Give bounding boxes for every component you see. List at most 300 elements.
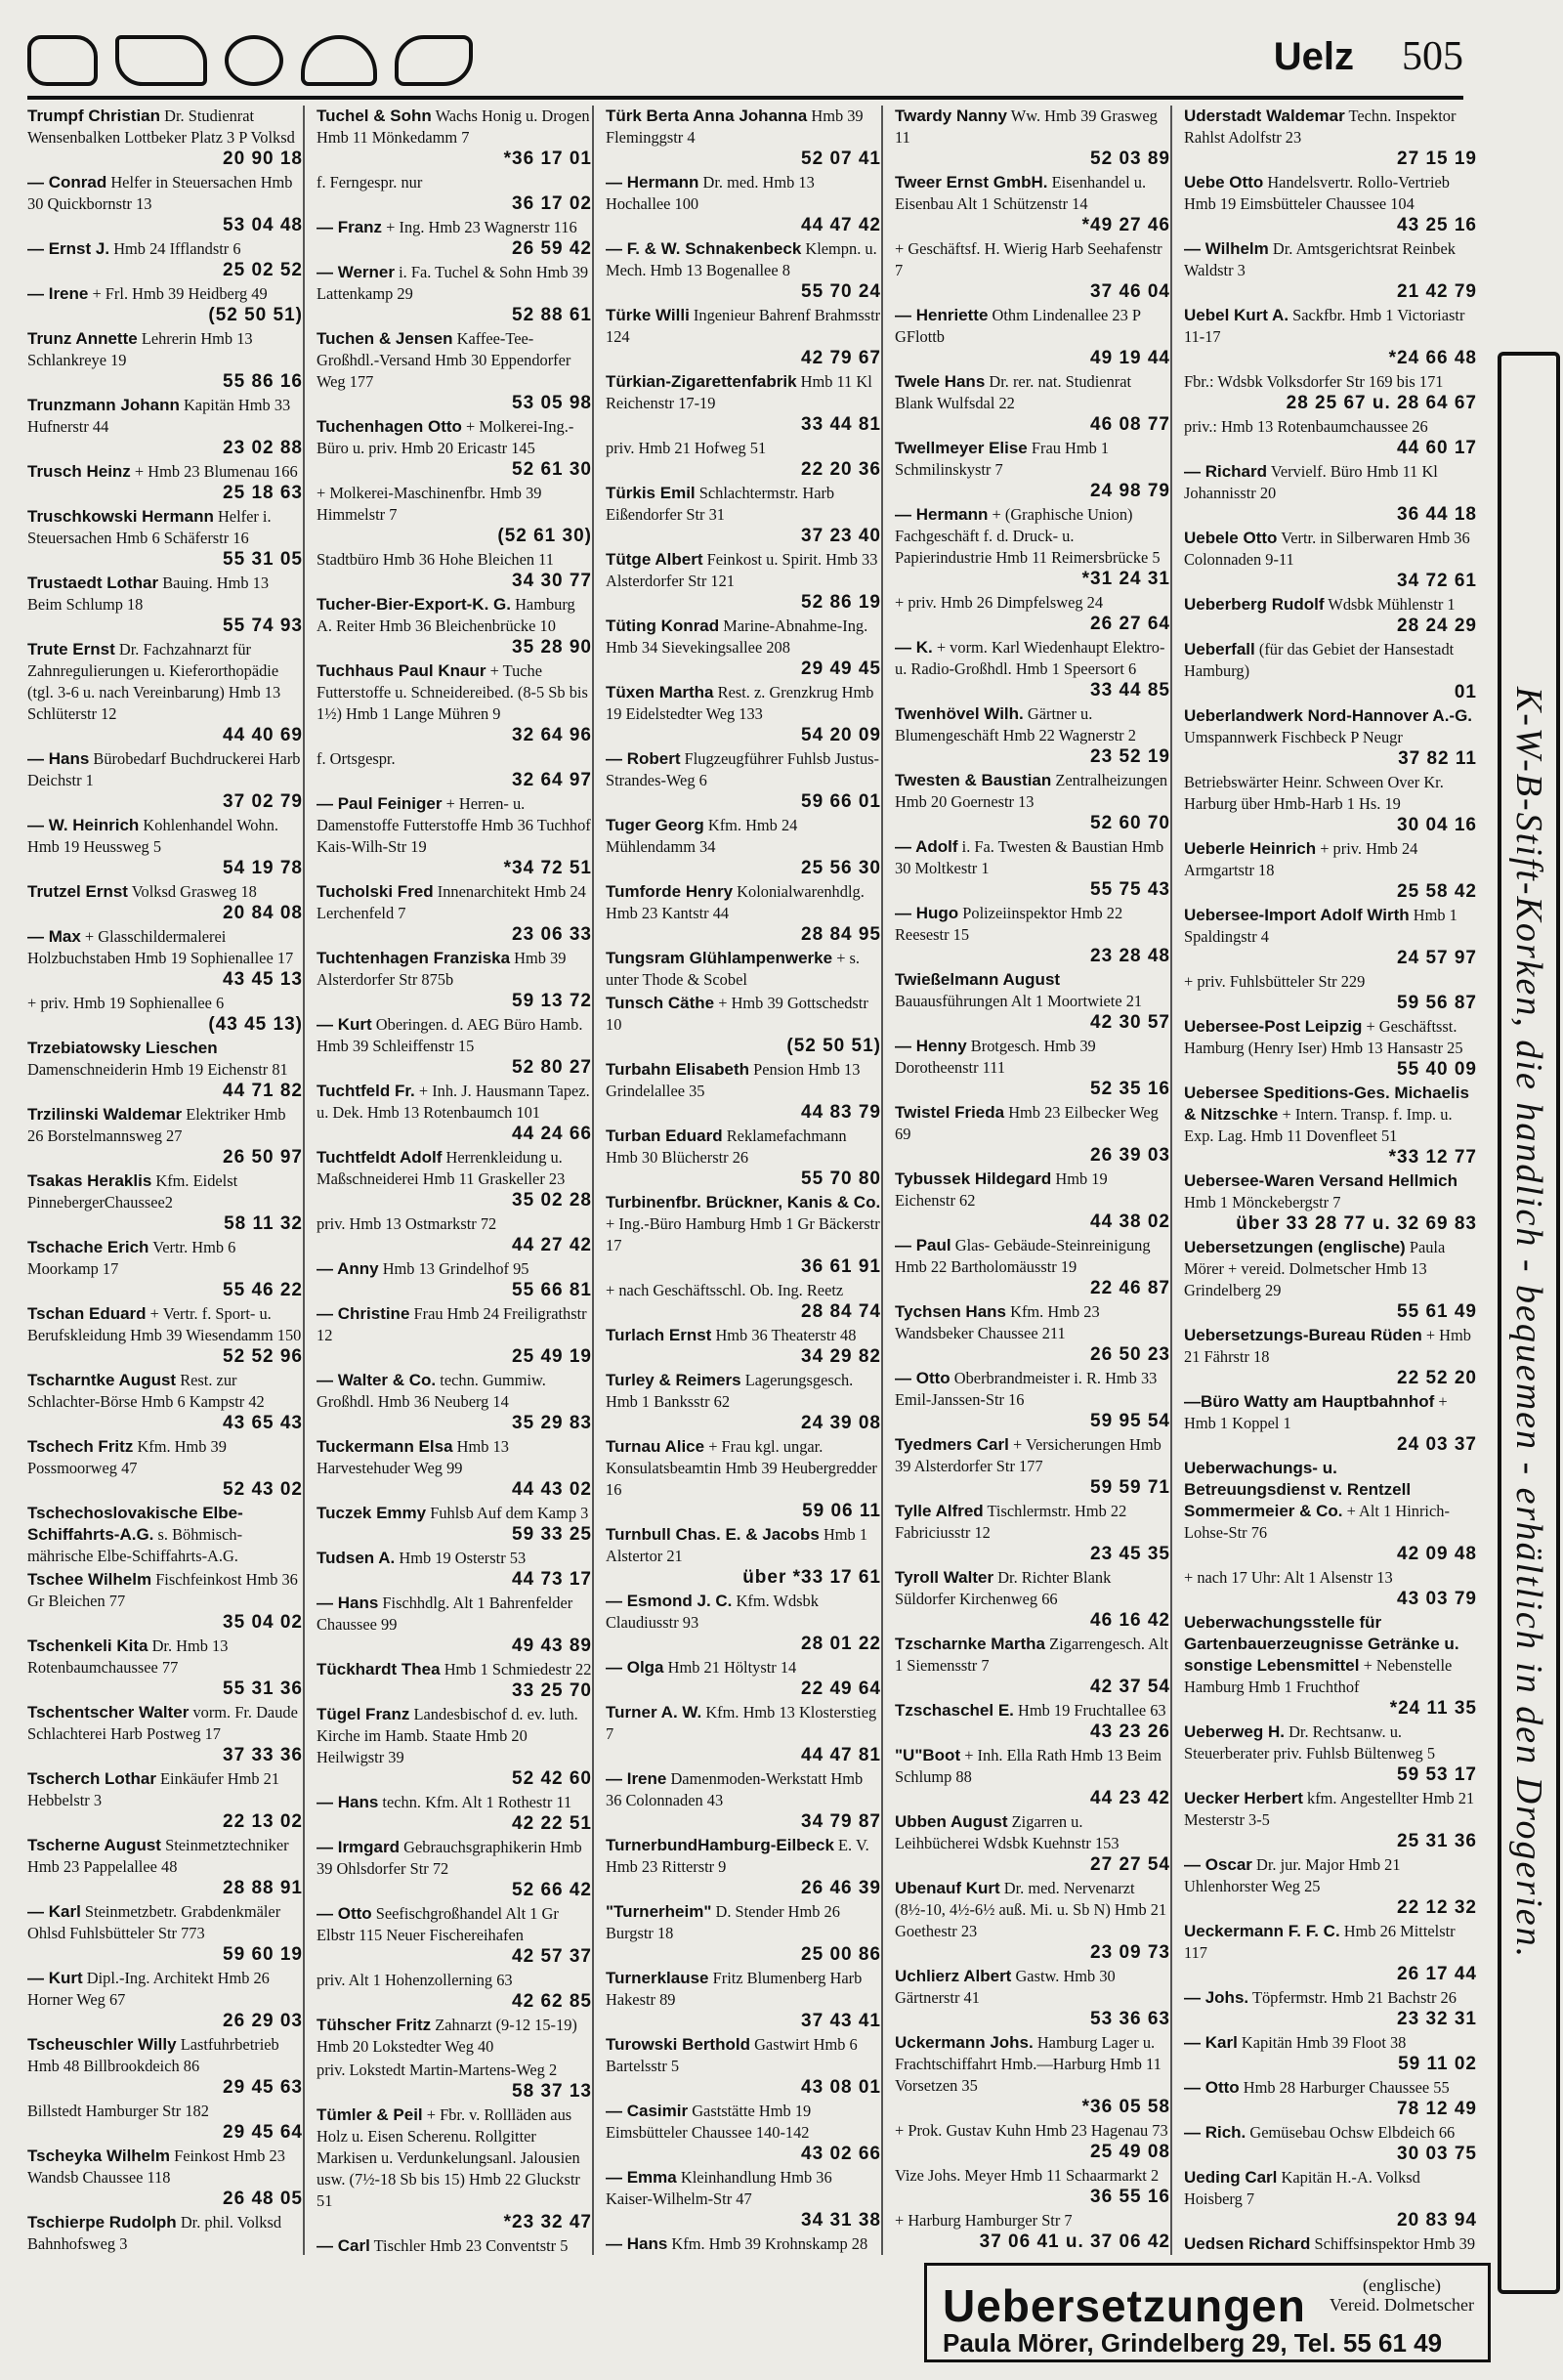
- directory-entry: [895, 1745, 1170, 1809]
- directory-entry: [317, 1970, 592, 2013]
- entry-phone: 36 55 16: [1090, 2187, 1170, 2207]
- entry-name: — Hans: [317, 1793, 379, 1811]
- entry-name: —Büro Watty am Hauptbahnhof: [1184, 1392, 1435, 1411]
- entry-details: + Hmb 1 Koppel 1: [1184, 1392, 1448, 1432]
- entry-phone: 55 70 24: [801, 281, 881, 302]
- running-head: Uelz: [1273, 35, 1354, 78]
- entry-phone: 44 24 66: [512, 1124, 592, 1144]
- entry-phone: 42 22 51: [512, 1813, 592, 1834]
- entry-details: Kfm. Eidelst PinnebergerChaussee2: [27, 1171, 238, 1211]
- directory-entry: [1184, 905, 1477, 969]
- entry-details: Kfm. Hmb 13 Klosterstieg 7: [606, 1703, 877, 1743]
- entry-details: Frau Hmb 1 Schmilinskystr 7: [895, 439, 1110, 479]
- entry-phone: 01: [1454, 682, 1477, 702]
- entry-phone: 36 17 02: [512, 193, 592, 214]
- entry-phone: 30 04 16: [1397, 815, 1477, 835]
- entry-phone: 43 25 16: [1397, 215, 1477, 235]
- entry-name: — Henriette: [895, 306, 989, 324]
- entry-details: + Inh. Ella Rath Hmb 13 Beim Schlump 88: [895, 1746, 1162, 1786]
- directory-entry: [317, 1593, 592, 1657]
- entry-details: i. Fa. Twesten & Baustian Hmb 30 Moltkestr 1: [895, 837, 1164, 877]
- directory-entry: [317, 1792, 592, 1835]
- directory-entry: [895, 1501, 1170, 1565]
- entry-details: priv. Alt 1 Hohenzollerning 63: [317, 1971, 513, 1989]
- directory-entry: [606, 1768, 881, 1833]
- entry-name: Trustaedt Lothar: [27, 574, 159, 592]
- entry-phone: 32 64 96: [512, 725, 592, 745]
- directory-entry: [27, 1968, 303, 2032]
- entry-details: Paula Mörer + vereid. Dolmetscher Hmb 13 Grindelberg 29: [1184, 1238, 1446, 1299]
- directory-entry: [1184, 1170, 1477, 1235]
- directory-entry: [895, 106, 1170, 170]
- entry-name: Tschech Fritz: [27, 1437, 134, 1456]
- entry-name: Twenhövel Wilh.: [895, 704, 1024, 723]
- entry-phone: 23 52 19: [1090, 746, 1170, 767]
- entry-name: Turley & Reimers: [606, 1371, 741, 1389]
- entry-phone: 52 03 89: [1090, 149, 1170, 169]
- column-3: [606, 106, 883, 2255]
- entry-name: Tüxen Martha: [606, 683, 714, 701]
- entry-phone: 52 07 41: [801, 149, 881, 169]
- entry-phone: 44 43 02: [512, 1479, 592, 1500]
- entry-name: Tühscher Fritz: [317, 2016, 432, 2034]
- entry-details: Feinkost Hmb 23 Wandsb Chaussee 118: [27, 2146, 285, 2187]
- logo-2-icon: [115, 35, 207, 86]
- entry-name: Turner A. W.: [606, 1703, 702, 1721]
- sidebar-advert: [1498, 352, 1560, 2294]
- entry-phone: 37 33 36: [223, 1745, 303, 1765]
- entry-phone: *36 17 01: [503, 149, 592, 169]
- entry-phone: 44 23 42: [1090, 1788, 1170, 1808]
- entry-details: + Vertr. f. Sport- u. Berufskleidung Hmb 39 Wiesendamm 150: [27, 1304, 302, 1344]
- entry-details: Vertr. Hmb 6 Moorkamp 17: [27, 1238, 236, 1278]
- entry-name: — Adolf: [895, 837, 958, 856]
- entry-phone: 59 95 54: [1090, 1411, 1170, 1431]
- column-4: [895, 106, 1172, 2255]
- directory-entry: [317, 172, 592, 215]
- entry-name: Uecker Herbert: [1184, 1789, 1303, 1807]
- entry-details: Hmb 1 Alstertor 21: [606, 1525, 868, 1565]
- directory-entry: [317, 2235, 592, 2255]
- entry-name: Tuczek Emmy: [317, 1504, 427, 1522]
- entry-phone: 26 29 03: [223, 2011, 303, 2031]
- logo-5-icon: [395, 35, 473, 86]
- entry-details: + priv. Hmb 26 Dimpfelsweg 24: [895, 593, 1104, 612]
- entry-phone: 37 43 41: [801, 2011, 881, 2031]
- entry-name: Ubben August: [895, 1812, 1008, 1831]
- entry-details: techn. Gummiw. Großhdl. Hmb 36 Neuberg 14: [317, 1371, 546, 1411]
- listing-columns: [27, 106, 1493, 2255]
- entry-phone: 29 49 45: [801, 659, 881, 679]
- column-5: [1184, 106, 1477, 2255]
- entry-name: Tweer Ernst GmbH.: [895, 173, 1048, 191]
- entry-phone: 78 12 49: [1397, 2099, 1477, 2119]
- directory-entry: [27, 881, 303, 924]
- entry-phone: *36 05 58: [1081, 2097, 1170, 2117]
- entry-name: Trutzel Ernst: [27, 882, 128, 901]
- entry-details: Tischler Hmb 23 Conventstr 5: [373, 2236, 569, 2255]
- entry-details: Kolonialwarenhdlg. Hmb 23 Kantstr 44: [606, 882, 865, 922]
- directory-entry: [317, 217, 592, 260]
- entry-details: + nach Geschäftsschl. Ob. Ing. Reetz: [606, 1281, 844, 1299]
- directory-entry: [27, 1370, 303, 1434]
- entry-details: Kaffee-Tee-Großhdl.-Versand Hmb 30 Eppendorfer Weg 177: [317, 329, 571, 391]
- entry-phone: (43 45 13): [208, 1014, 303, 1035]
- entry-name: Trunzmann Johann: [27, 396, 180, 414]
- entry-phone: 22 20 36: [801, 459, 881, 480]
- entry-phone: 25 31 36: [1397, 1831, 1477, 1851]
- entry-details: Dr. Hmb 13 Rotenbaumchaussee 77: [27, 1636, 229, 1677]
- directory-entry: [27, 639, 303, 746]
- entry-details: Frau Hmb 24 Freiligrathstr 12: [317, 1304, 587, 1344]
- entry-phone: 25 49 19: [512, 1346, 592, 1367]
- entry-phone: 28 24 29: [1397, 616, 1477, 636]
- entry-phone: 52 66 42: [512, 1880, 592, 1900]
- entry-phone: 44 60 17: [1397, 438, 1477, 458]
- entry-details: Rest. z. Grenzkrug Hmb 19 Eidelstedter Weg 133: [606, 683, 874, 723]
- directory-entry: [27, 748, 303, 813]
- entry-name: Tuchtenhagen Franziska: [317, 949, 511, 967]
- entry-name: Twele Hans: [895, 372, 986, 391]
- entry-details: + s. unter Thode & Scobel: [606, 949, 861, 989]
- entry-details: + Tuche Futterstoffe u. Schneidereibed. (8-5 Sb bis 1½) Hmb 1 Lange Mühren 9: [317, 661, 588, 723]
- directory-entry: [1184, 2032, 1477, 2075]
- directory-entry: [317, 483, 592, 547]
- directory-entry: [27, 1436, 303, 1501]
- entry-phone: 24 39 08: [801, 1413, 881, 1433]
- entry-phone: 22 46 87: [1090, 1278, 1170, 1298]
- entry-details: Flugzeugführer Fuhlsb Justus-Strandes-Weg 6: [606, 749, 880, 789]
- entry-name: Tylle Alfred: [895, 1502, 984, 1520]
- entry-phone: 59 33 25: [512, 1524, 592, 1545]
- directory-entry: [317, 1503, 592, 1546]
- entry-name: Turowski Berthold: [606, 2035, 750, 2054]
- entry-details: Kleinhandlung Hmb 36 Kaiser-Wilhelm-Str 47: [606, 2168, 832, 2208]
- entry-name: Uebersetzungs-Bureau Rüden: [1184, 1326, 1422, 1344]
- entry-name: Twießelmann August: [895, 970, 1061, 989]
- entry-details: Hmb 1 Spaldingstr 4: [1184, 906, 1457, 946]
- entry-phone: 37 02 79: [223, 791, 303, 812]
- directory-entry: [27, 1901, 303, 1966]
- entry-details: Fuhlsb Auf dem Kamp 3: [430, 1504, 589, 1522]
- directory-entry: [895, 438, 1170, 502]
- entry-phone: 52 86 19: [801, 592, 881, 613]
- directory-entry: [1184, 1854, 1477, 1919]
- entry-phone: 33 25 70: [512, 1680, 592, 1701]
- entry-details: Glas- Gebäude-Steinreinigung Hmb 22 Bartholomäusstr 19: [895, 1236, 1151, 1276]
- page-number: 505: [1402, 34, 1463, 79]
- entry-phone: 22 13 02: [223, 1811, 303, 1832]
- entry-details: + Alt 1 Hinrich-Lohse-Str 76: [1184, 1502, 1450, 1542]
- entry-details: Hamburg A. Reiter Hmb 36 Bleichenbrücke 10: [317, 595, 575, 635]
- column-2: [317, 106, 594, 2255]
- entry-details: Dr. phil. Volksd Bahnhofsweg 3: [27, 2213, 282, 2253]
- entry-name: Tunsch Cäthe: [606, 994, 715, 1012]
- entry-phone: *24 11 35: [1389, 1698, 1477, 1719]
- entry-details: Herrenkleidung u. Maßschneiderei Hmb 11 Graskeller 23: [317, 1148, 566, 1188]
- entry-details: + Harburg Hamburger Str 7: [895, 2211, 1073, 2230]
- entry-details: Kapitän Hmb 39 Floot 38: [1241, 2033, 1407, 2052]
- directory-entry: [317, 1659, 592, 1702]
- entry-phone: 22 49 64: [801, 1679, 881, 1699]
- entry-name: Tschan Eduard: [27, 1304, 147, 1323]
- entry-phone: 22 12 32: [1397, 1897, 1477, 1918]
- entry-details: Fischhdlg. Alt 1 Bahrenfelder Chaussee 99: [317, 1594, 573, 1634]
- entry-phone: 44 38 02: [1090, 1211, 1170, 1232]
- directory-entry: [27, 815, 303, 879]
- entry-details: Fbr.: Wdsbk Volksdorfer Str 169 bis 171: [1184, 372, 1444, 391]
- entry-phone: 43 45 13: [223, 969, 303, 990]
- entry-phone: 28 84 95: [801, 924, 881, 945]
- entry-details: + Molkerei-Maschinenfbr. Hmb 39 Himmelstr 7: [317, 484, 542, 524]
- directory-entry: [895, 1966, 1170, 2030]
- directory-entry: [895, 836, 1170, 901]
- entry-details: Töpfermstr. Hmb 21 Bachstr 26: [1251, 1988, 1457, 2007]
- directory-entry: [27, 1303, 303, 1368]
- entry-name: Türk Berta Anna Johanna: [606, 106, 808, 125]
- entry-phone: 37 46 04: [1090, 281, 1170, 302]
- entry-phone: 24 98 79: [1090, 481, 1170, 501]
- entry-phone: 44 47 81: [801, 1745, 881, 1765]
- entry-phone: *34 72 51: [503, 858, 592, 878]
- entry-phone: 58 11 32: [224, 1213, 303, 1234]
- directory-entry: [606, 815, 881, 879]
- entry-phone: 44 40 69: [223, 725, 303, 745]
- entry-details: Kohlenhandel Wohn. Hmb 19 Heussweg 5: [27, 816, 278, 856]
- entry-name: Tschechoslovakische Elbe-Schiffahrts-A.G.: [27, 1504, 243, 1544]
- advert-qualifier-2: Vereid. Dolmetscher: [1330, 2295, 1474, 2315]
- directory-entry: [317, 1837, 592, 1901]
- directory-entry: [606, 616, 881, 680]
- entry-phone: 35 29 83: [512, 1413, 592, 1433]
- directory-entry: [27, 2101, 303, 2144]
- directory-entry: [606, 549, 881, 614]
- logo-1-icon: [27, 35, 98, 86]
- directory-entry: [895, 592, 1170, 635]
- entry-details: + Geschäftsst. Hamburg (Henry Iser) Hmb 13 Hansastr 25: [1184, 1017, 1463, 1057]
- directory-entry: [606, 1436, 881, 1522]
- directory-entry: [895, 172, 1170, 236]
- directory-entry: [27, 2034, 303, 2099]
- entry-name: Uebel Kurt A.: [1184, 306, 1289, 324]
- entry-name: — Olga: [606, 1658, 664, 1677]
- entry-details: Volksd Grasweg 18: [131, 882, 257, 901]
- directory-entry: [606, 1325, 881, 1368]
- entry-phone: 25 58 42: [1397, 881, 1477, 902]
- directory-entry: [606, 106, 881, 170]
- entry-name: Turbahn Elisabeth: [606, 1060, 750, 1079]
- entry-details: + Glasschildermalerei Holzbuchstaben Hmb 19 Sophienallee 17: [27, 927, 294, 967]
- entry-phone: 59 66 01: [801, 791, 881, 812]
- directory-entry: [27, 2146, 303, 2210]
- directory-entry: [606, 2034, 881, 2099]
- entry-name: Tscherne August: [27, 1836, 161, 1854]
- directory-entry: [895, 504, 1170, 590]
- entry-details: Ww. Hmb 39 Grasweg 11: [895, 106, 1158, 147]
- entry-phone: 44 83 79: [801, 1102, 881, 1123]
- entry-name: — Richard: [1184, 462, 1268, 481]
- entry-details: Wdsbk Mühlenstr 1: [1328, 595, 1456, 614]
- entry-phone: 59 60 19: [223, 1944, 303, 1965]
- entry-name: — F. & W. Schnakenbeck: [606, 239, 802, 258]
- directory-entry: [27, 1636, 303, 1700]
- entry-name: — Max: [27, 927, 81, 946]
- entry-name: — Werner: [317, 263, 395, 281]
- entry-name: — Henny: [895, 1037, 967, 1055]
- entry-details: + vorm. Karl Wiedenhaupt Elektro- u. Radio-Großhdl. Hmb 1 Speersort 6: [895, 638, 1165, 678]
- directory-entry: [317, 594, 592, 659]
- directory-entry: [317, 881, 592, 946]
- entry-name: — Conrad: [27, 173, 107, 191]
- entry-details: Schiffsinspektor Hmb 39: [1314, 2234, 1476, 2253]
- entry-details: Kapitän Hmb 33 Hufnerstr 44: [27, 396, 291, 436]
- entry-phone: 59 56 87: [1397, 993, 1477, 1013]
- entry-phone: 34 30 77: [512, 571, 592, 591]
- entry-details: + Frau kgl. ungar. Konsulatsbeamtin Hmb 39 Heubergredder 16: [606, 1437, 877, 1499]
- directory-entry: [895, 1567, 1170, 1632]
- entry-details: Kfm. Wdsbk Claudiusstr 93: [606, 1592, 819, 1632]
- entry-phone: 46 08 77: [1090, 414, 1170, 435]
- entry-phone: 49 19 44: [1090, 348, 1170, 368]
- entry-details: Oberbrandmeister i. R. Hmb 33 Emil-Janssen-Str 16: [895, 1369, 1158, 1409]
- entry-details: Umspannwerk Fischbeck P Neugr: [1184, 728, 1403, 746]
- page-header: [27, 29, 1463, 100]
- entry-name: Trumpf Christian: [27, 106, 161, 125]
- entry-name: Ueckermann F. F. C.: [1184, 1922, 1340, 1940]
- entry-details: Zigarren u. Leihbücherei Wdsbk Kuehnstr 153: [895, 1812, 1119, 1852]
- entry-phone: 23 09 73: [1090, 1942, 1170, 1963]
- entry-phone: 55 46 22: [223, 1280, 303, 1300]
- directory-entry: [317, 262, 592, 326]
- entry-phone: 34 29 82: [801, 1346, 881, 1367]
- entry-name: — K.: [895, 638, 933, 657]
- entry-name: — Esmond J. C.: [606, 1592, 733, 1610]
- directory-entry: [27, 506, 303, 571]
- entry-phone: 26 50 23: [1090, 1344, 1170, 1365]
- entry-name: Trunz Annette: [27, 329, 138, 348]
- entry-phone: 59 13 72: [512, 991, 592, 1011]
- entry-details: Vertr. in Silberwaren Hmb 36 Colonnaden 9-11: [1184, 529, 1470, 569]
- entry-details: Dr. Richter Blank Süldorfer Kirchenweg 66: [895, 1568, 1112, 1608]
- entry-phone: 37 23 40: [801, 526, 881, 546]
- directory-entry: [27, 1569, 303, 1634]
- entry-name: — Hans: [27, 749, 90, 768]
- entry-name: — Karl: [1184, 2033, 1238, 2052]
- directory-entry: [895, 1634, 1170, 1698]
- entry-name: Uderstadt Waldemar: [1184, 106, 1345, 125]
- entry-details: Steinmetzbetr. Grabdenkmäler Ohlsd Fuhlsbütteler Str 773: [27, 1902, 281, 1942]
- directory-entry: [27, 1038, 303, 1102]
- directory-entry: [606, 1126, 881, 1190]
- directory-entry: [27, 1768, 303, 1833]
- entry-name: — Christine: [317, 1304, 410, 1323]
- entry-details: Othm Lindenallee 23 P GFlottb: [895, 306, 1141, 346]
- entry-details: D. Stender Hmb 26 Burgstr 18: [606, 1902, 840, 1942]
- directory-entry: [1184, 172, 1477, 236]
- directory-entry: [27, 573, 303, 637]
- entry-phone: *23 32 47: [503, 2212, 592, 2232]
- directory-entry: [606, 238, 881, 303]
- entry-phone: 43 23 26: [1090, 1721, 1170, 1742]
- entry-phone: *49 27 46: [1081, 215, 1170, 235]
- entry-name: Ueberfall: [1184, 640, 1255, 659]
- entry-details: Dr. med. Hmb 13 Hochallee 100: [606, 173, 815, 213]
- entry-details: Kfm. Hmb 24 Mühlendamm 34: [606, 816, 798, 856]
- advert-qualifier-1: (englische): [1363, 2275, 1441, 2295]
- entry-name: — Kurt: [27, 1969, 83, 1987]
- entry-phone: 42 62 85: [512, 1991, 592, 2012]
- entry-details: Tischlermstr. Hmb 22 Fabriciusstr 12: [895, 1502, 1127, 1542]
- entry-details: Hmb 13 Grindelhof 95: [382, 1259, 529, 1278]
- entry-details: Bürobedarf Buchdruckerei Harb Deichstr 1: [27, 749, 301, 789]
- directory-entry: [1184, 639, 1477, 703]
- directory-entry: [1184, 1325, 1477, 1389]
- entry-name: Tychsen Hans: [895, 1302, 1007, 1321]
- directory-entry: [1184, 2077, 1477, 2120]
- entry-phone: 34 31 38: [801, 2210, 881, 2231]
- entry-phone: 43 65 43: [223, 1413, 303, 1433]
- entry-phone: 23 32 31: [1397, 2009, 1477, 2029]
- entry-name: Tyedmers Carl: [895, 1435, 1009, 1454]
- entry-phone: 55 75 43: [1090, 879, 1170, 900]
- entry-phone: 25 00 86: [801, 1944, 881, 1965]
- directory-entry: [895, 371, 1170, 436]
- directory-entry: [317, 1303, 592, 1368]
- entry-phone: 55 61 49: [1397, 1301, 1477, 1322]
- entry-phone: 53 05 98: [512, 393, 592, 413]
- directory-entry: [27, 1702, 303, 1766]
- entry-phone: (52 61 30): [497, 526, 592, 546]
- directory-entry: [1184, 371, 1477, 414]
- directory-entry: [606, 438, 881, 481]
- entry-details: Hmb 24 Ifflandstr 6: [113, 239, 241, 258]
- entry-details: Dipl.-Ing. Architekt Hmb 26 Horner Weg 67: [27, 1969, 270, 2009]
- directory-entry: [895, 703, 1170, 768]
- entry-details: + Molkerei-Ing.-Büro u. priv. Hmb 20 Ericastr 145: [317, 417, 574, 457]
- entry-details: Hmb 39 Alsterdorfer Str 875b: [317, 949, 567, 989]
- directory-entry: [317, 1213, 592, 1256]
- entry-name: Tscherch Lothar: [27, 1769, 156, 1788]
- entry-name: — Johs.: [1184, 1988, 1249, 2007]
- entry-name: — Hermann: [606, 173, 699, 191]
- directory-entry: [27, 238, 303, 281]
- entry-name: Truschkowski Hermann: [27, 507, 214, 526]
- entry-phone: 55 70 80: [801, 1169, 881, 1189]
- directory-entry: [895, 1434, 1170, 1499]
- entry-name: Tsakas Heraklis: [27, 1171, 152, 1190]
- directory-entry: [317, 1147, 592, 1211]
- directory-entry: [27, 283, 303, 326]
- entry-details: Hmb 36 Theaterstr 48: [715, 1326, 857, 1344]
- entry-phone: 43 02 66: [801, 2144, 881, 2164]
- entry-name: — Hans: [317, 1594, 379, 1612]
- entry-name: — Otto: [895, 1369, 950, 1387]
- directory-entry: [606, 1192, 881, 1278]
- entry-details: Helfer i. Steuersachen Hmb 6 Schäferstr 16: [27, 507, 272, 547]
- entry-details: Sackfbr. Hmb 1 Victoriastr 11-17: [1184, 306, 1465, 346]
- entry-details: Kfm. Hmb 23 Wandsbeker Chaussee 211: [895, 1302, 1100, 1342]
- header-rule: [27, 96, 1463, 100]
- directory-entry: [1184, 461, 1477, 526]
- entry-details: Hmb 39 Fleminggstr 4: [606, 106, 864, 147]
- directory-entry: [27, 1237, 303, 1301]
- directory-entry: [317, 106, 592, 170]
- entry-phone: 35 28 90: [512, 637, 592, 658]
- directory-entry: [1184, 2233, 1477, 2255]
- entry-name: — Rich.: [1184, 2123, 1246, 2142]
- entry-phone: 43 03 79: [1397, 1589, 1477, 1609]
- entry-details: Hmb 11 Kl Reichenstr 17-19: [606, 372, 872, 412]
